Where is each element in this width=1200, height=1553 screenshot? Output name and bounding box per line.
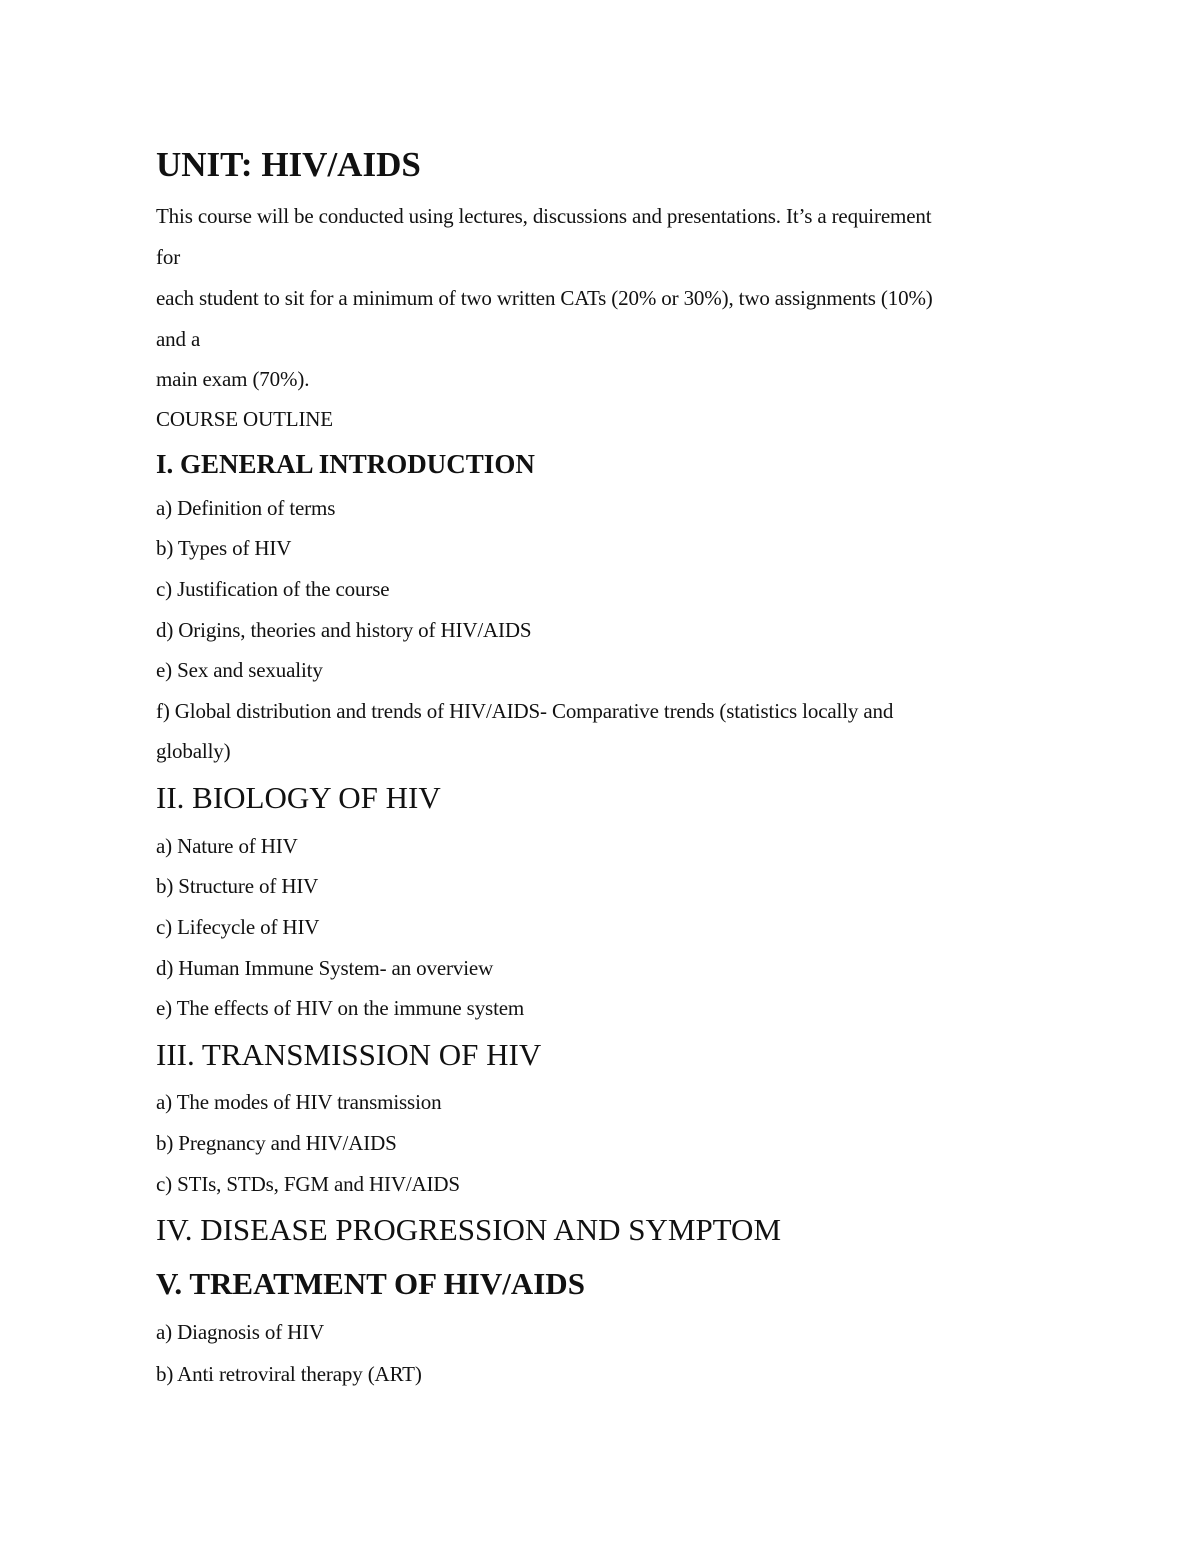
section-heading-biology-of-hiv: II. BIOLOGY OF HIV [156,780,441,815]
outline-item: e) Sex and sexuality [156,658,323,682]
section-heading-disease-progression: IV. DISEASE PROGRESSION AND SYMPTOM [156,1212,782,1247]
outline-item: b) Anti retroviral therapy (ART) [156,1362,422,1386]
outline-item: c) Lifecycle of HIV [156,915,320,939]
section-heading-general-introduction: I. GENERAL INTRODUCTION [156,449,535,479]
outline-item: a) Definition of terms [156,496,336,520]
outline-item: a) The modes of HIV transmission [156,1090,442,1114]
intro-line: main exam (70%). [156,367,310,391]
course-outline-label: COURSE OUTLINE [156,407,333,431]
intro-line: This course will be conducted using lectures, discussions and presentations. It’s a requirement [156,204,932,228]
document-title: UNIT: HIV/AIDS [156,145,421,184]
outline-item: b) Pregnancy and HIV/AIDS [156,1131,397,1155]
outline-item: c) Justification of the course [156,577,390,601]
section-heading-treatment-of-hiv-aids: V. TREATMENT OF HIV/AIDS [156,1266,585,1301]
intro-line: each student to sit for a minimum of two written CATs (20% or 30%), two assignments (10%) [156,286,933,310]
section-heading-transmission-of-hiv: III. TRANSMISSION OF HIV [156,1037,542,1072]
outline-item: f) Global distribution and trends of HIV/AIDS- Comparative trends (statistics locally and [156,699,894,723]
outline-item: d) Origins, theories and history of HIV/AIDS [156,618,532,642]
outline-item: globally) [156,739,231,763]
outline-item: a) Diagnosis of HIV [156,1320,325,1344]
intro-line: for [156,245,181,269]
outline-item: c) STIs, STDs, FGM and HIV/AIDS [156,1172,460,1196]
outline-item: d) Human Immune System- an overview [156,956,494,980]
outline-item: b) Types of HIV [156,536,292,560]
intro-line: and a [156,327,201,351]
outline-item: b) Structure of HIV [156,874,319,898]
outline-item: e) The effects of HIV on the immune system [156,996,525,1020]
outline-item: a) Nature of HIV [156,834,298,858]
